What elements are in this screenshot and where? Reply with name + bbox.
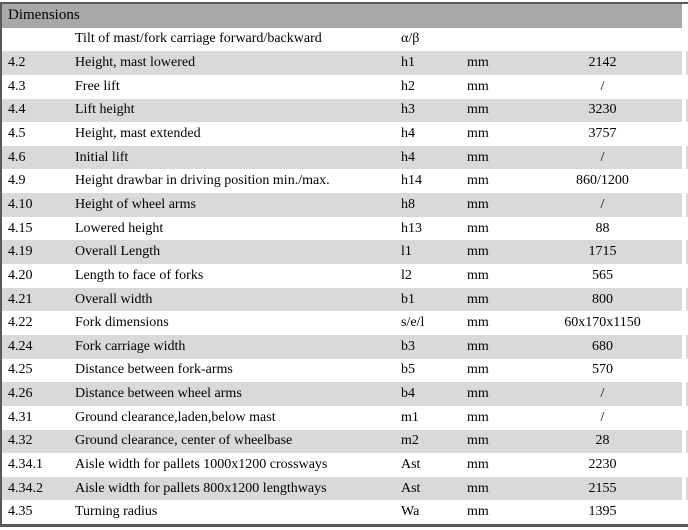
row-ref-number: 4.24 xyxy=(8,338,33,354)
row-description: Overall width xyxy=(75,291,153,307)
row-unit: mm xyxy=(467,386,489,402)
row-description: Lowered height xyxy=(75,220,164,236)
row-symbol: l1 xyxy=(401,244,412,260)
row-ref-number: 4.34.1 xyxy=(8,456,43,472)
row-unit: mm xyxy=(467,102,489,118)
table-row xyxy=(2,51,688,75)
row-unit: mm xyxy=(467,244,489,260)
table-title: Dimensions xyxy=(8,7,80,24)
table-row xyxy=(2,122,688,146)
row-value: / xyxy=(600,149,605,165)
table-title-cell xyxy=(2,4,682,28)
row-unit: mm xyxy=(467,409,489,425)
table-row xyxy=(2,169,688,193)
row-unit: mm xyxy=(467,362,489,378)
row-symbol: h8 xyxy=(401,196,415,212)
row-description: Overall Length xyxy=(75,244,161,260)
table-row xyxy=(2,240,688,264)
row-ref-number: 4.31 xyxy=(8,409,33,425)
table-row xyxy=(2,382,688,406)
row-unit: mm xyxy=(467,480,489,496)
row-ref-number: 4.34.2 xyxy=(8,480,43,496)
row-unit: mm xyxy=(467,267,489,283)
row-ref-number: 4.25 xyxy=(8,362,33,378)
row-description: Height, mast extended xyxy=(75,126,201,142)
row-value: 60x170x1150 xyxy=(564,315,641,331)
row-value: 1715 xyxy=(588,244,617,260)
row-value: 2230 xyxy=(588,456,617,472)
row-symbol: h13 xyxy=(401,220,422,236)
row-symbol: Wa xyxy=(401,504,420,520)
row-unit: mm xyxy=(467,196,489,212)
row-unit: mm xyxy=(467,78,489,94)
row-description: Distance between wheel arms xyxy=(75,386,242,402)
row-value: / xyxy=(600,409,605,425)
row-description: Turning radius xyxy=(75,504,158,520)
row-description: Lift height xyxy=(75,102,135,118)
row-unit: mm xyxy=(467,504,489,520)
row-value: 88 xyxy=(595,220,610,236)
row-value: 680 xyxy=(592,338,613,354)
row-description: Fork dimensions xyxy=(75,315,169,331)
row-ref-number: 4.15 xyxy=(8,220,33,236)
row-description: Ground clearance, center of wheelbase xyxy=(75,433,293,449)
row-symbol: b3 xyxy=(401,338,415,354)
row-value: 800 xyxy=(592,291,613,307)
row-value: 860/1200 xyxy=(576,173,629,189)
row-unit: mm xyxy=(467,149,489,165)
row-description: Aisle width for pallets 800x1200 lengthways xyxy=(75,480,327,496)
table-row xyxy=(2,99,688,123)
row-description: Distance between fork-arms xyxy=(75,362,233,378)
row-unit: mm xyxy=(467,220,489,236)
row-symbol: h4 xyxy=(401,126,415,142)
row-value: 565 xyxy=(592,267,613,283)
row-ref-number: 4.2 xyxy=(8,55,26,71)
row-ref-number: 4.6 xyxy=(8,149,26,165)
row-value: 3230 xyxy=(588,102,617,118)
table-row xyxy=(2,311,688,335)
row-ref-number: 4.20 xyxy=(8,267,33,283)
row-ref-number: 4.4 xyxy=(8,102,26,118)
row-ref-number: 4.35 xyxy=(8,504,33,520)
row-ref-number xyxy=(2,28,68,52)
row-symbol: Ast xyxy=(401,480,421,496)
row-ref-number: 4.9 xyxy=(8,173,26,189)
row-symbol: h1 xyxy=(401,55,415,71)
row-description: Height of wheel arms xyxy=(75,196,196,212)
table-row xyxy=(2,288,688,312)
row-unit: mm xyxy=(467,433,489,449)
row-unit: mm xyxy=(467,173,489,189)
row-value: 2142 xyxy=(588,55,617,71)
dimensions-table xyxy=(0,2,688,527)
table-row xyxy=(2,500,688,524)
table-row xyxy=(2,335,688,359)
row-value: 570 xyxy=(592,362,613,378)
row-ref-number: 4.21 xyxy=(8,291,33,307)
row-value: 2155 xyxy=(588,480,617,496)
row-symbol: h2 xyxy=(401,78,415,94)
row-description: Height, mast lowered xyxy=(75,55,196,71)
row-ref-number: 4.26 xyxy=(8,386,33,402)
row-unit: mm xyxy=(467,315,489,331)
row-symbol: α/β xyxy=(401,31,420,47)
table-row xyxy=(2,146,688,170)
row-symbol: b5 xyxy=(401,362,415,378)
row-symbol: h14 xyxy=(401,173,422,189)
row-value: / xyxy=(600,386,605,402)
row-ref-number: 4.22 xyxy=(8,315,33,331)
row-ref-number: 4.3 xyxy=(8,78,26,94)
row-symbol: m2 xyxy=(401,433,419,449)
row-description: Height drawbar in driving position min./max. xyxy=(75,173,330,189)
row-symbol: Ast xyxy=(401,456,421,472)
row-symbol: l2 xyxy=(401,267,412,283)
row-description: Length to face of forks xyxy=(75,267,204,283)
row-symbol: b1 xyxy=(401,291,415,307)
table-row xyxy=(2,406,688,430)
table-title-row xyxy=(2,4,688,28)
row-description: Free lift xyxy=(75,78,120,94)
row-value: / xyxy=(600,78,605,94)
row-ref-number: 4.32 xyxy=(8,433,33,449)
row-value: / xyxy=(600,196,605,212)
table-row xyxy=(2,75,688,99)
table-row xyxy=(2,264,688,288)
row-unit: mm xyxy=(467,291,489,307)
row-unit xyxy=(456,28,523,52)
row-description: Tilt of mast/fork carriage forward/backward xyxy=(75,31,322,47)
table-row xyxy=(2,28,688,52)
row-value xyxy=(523,28,682,52)
row-symbol: s/e/l xyxy=(401,315,425,331)
table-row xyxy=(2,193,688,217)
table-row xyxy=(2,430,688,454)
row-value: 1395 xyxy=(588,504,617,520)
table-row xyxy=(2,477,688,501)
row-unit: mm xyxy=(467,126,489,142)
row-symbol: h4 xyxy=(401,149,415,165)
row-symbol: h3 xyxy=(401,102,415,118)
row-symbol: m1 xyxy=(401,409,419,425)
row-unit: mm xyxy=(467,338,489,354)
table-row xyxy=(2,217,688,241)
row-unit: mm xyxy=(467,55,489,71)
row-description: Fork carriage width xyxy=(75,338,186,354)
row-ref-number: 4.10 xyxy=(8,196,33,212)
table-row xyxy=(2,359,688,383)
row-description: Aisle width for pallets 1000x1200 crossways xyxy=(75,456,328,472)
row-value: 3757 xyxy=(588,126,617,142)
row-value: 28 xyxy=(595,433,610,449)
row-ref-number: 4.5 xyxy=(8,126,26,142)
row-ref-number: 4.19 xyxy=(8,244,33,260)
row-unit: mm xyxy=(467,456,489,472)
row-description: Initial lift xyxy=(75,149,129,165)
row-description: Ground clearance,laden,below mast xyxy=(75,409,276,425)
row-symbol: b4 xyxy=(401,386,415,402)
table-row xyxy=(2,453,688,477)
